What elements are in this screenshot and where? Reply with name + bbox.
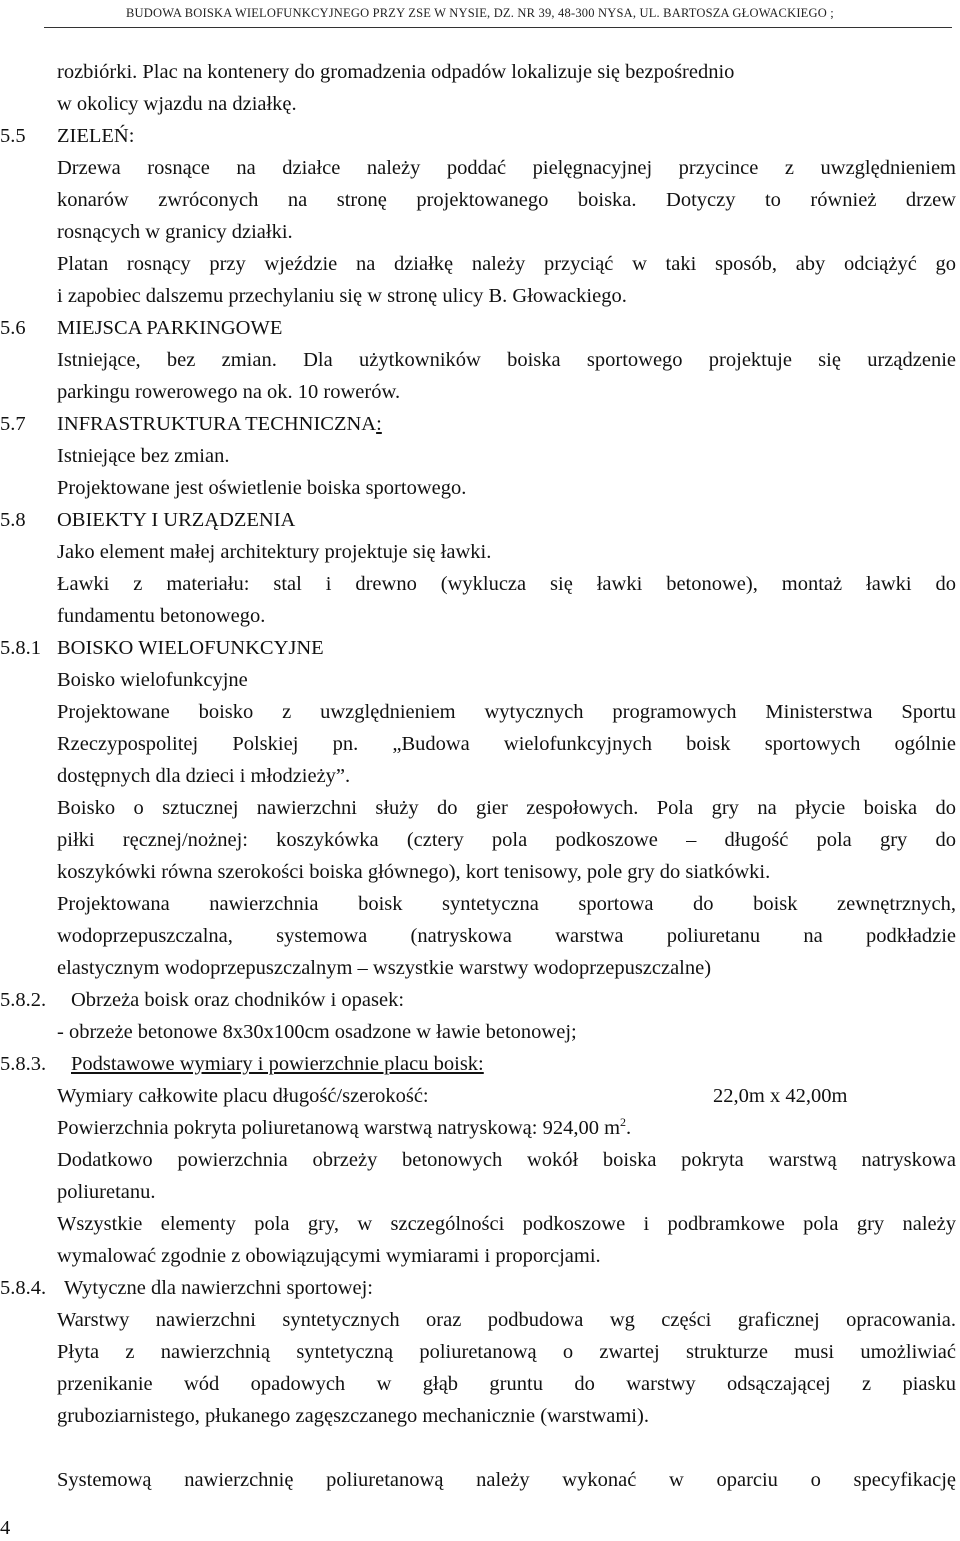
text-line: Płyta z nawierzchnią syntetyczną poliuretanową o zwartej strukturze musi umożliwiać	[57, 1341, 956, 1363]
text-line: koszykówki równa szerokości boiska głównego), kort tenisowy, pole gry do siatkówki.	[57, 861, 771, 883]
text-line: Systemową nawierzchnię poliuretanową należy wykonać w oparciu o specyfikację	[57, 1469, 956, 1491]
text-line: rosnących w granicy działki.	[57, 221, 293, 243]
section-number: 5.8.1	[0, 637, 41, 659]
text-line: poliuretanu.	[57, 1181, 156, 1203]
text-line: w okolicy wjazdu na działkę.	[57, 93, 297, 115]
dimension-label: Wymiary całkowite placu długość/szerokość:	[57, 1085, 429, 1107]
text-line: Wszystkie elementy pola gry, w szczególności podkoszowe i podbramkowe pola gry należy	[57, 1213, 956, 1235]
text-line: fundamentu betonowego.	[57, 605, 266, 627]
text-line: przenikanie wód opadowych w głąb gruntu do warstwy odsączającej z piasku	[57, 1373, 956, 1395]
section-heading	[57, 412, 382, 436]
header-rule	[44, 27, 952, 28]
text-line: dostępnych dla dzieci i młodzieży”.	[57, 765, 351, 787]
text-line: Rzeczypospolitej Polskiej pn. „Budowa wielofunkcyjnych boisk sportowych ogólnie	[57, 733, 956, 755]
dimension-value: 22,0m x 42,00m	[713, 1085, 848, 1107]
text-line: Istniejące bez zmian.	[57, 445, 230, 467]
text-line: Ławki z materiału: stal i drewno (wyklucza się ławki betonowe), montaż ławki do	[57, 573, 956, 595]
section-number: 5.8.3.	[0, 1053, 47, 1075]
text-line: Boisko wielofunkcyjne	[57, 669, 248, 691]
section-heading: OBIEKTY I URZĄDZENIA	[57, 509, 296, 531]
text-line: parkingu rowerowego na ok. 10 rowerów.	[57, 381, 401, 403]
area-period: .	[626, 1117, 632, 1139]
text-line: rozbiórki. Plac na kontenery do gromadzenia odpadów lokalizuje się bezpośrednio	[57, 61, 735, 83]
text-line: Drzewa rosnące na działce należy poddać pielęgnacyjnej przycince z uwzględnieniem	[57, 157, 956, 179]
text-line: - obrzeże betonowe 8x30x100cm osadzone w ławie betonowej;	[57, 1021, 577, 1043]
running-header: BUDOWA BOISKA WIELOFUNKCYJNEGO PRZY ZSE W NYSIE, DZ. NR 39, 48-300 NYSA, UL. BARTOSZA GŁOWACKIEGO ;	[126, 6, 834, 20]
text-line: Projektowane boisko z uwzględnieniem wytycznych programowych Ministerstwa Sportu	[57, 701, 956, 723]
section-heading: BOISKO WIELOFUNKCYJNE	[57, 637, 324, 659]
text-line: Istniejące, bez zmian. Dla użytkowników boiska sportowego projektuje się urządzenie	[57, 349, 956, 371]
section-heading-text: INFRASTRUKTURA TECHNICZNA	[57, 413, 377, 435]
text-line: Jako element małej architektury projektuje się ławki.	[57, 541, 492, 563]
section-heading: Podstawowe wymiary i powierzchnie placu boisk:	[71, 1053, 484, 1075]
text-line: Projektowane jest oświetlenie boiska sportowego.	[57, 477, 467, 499]
area-unit-exponent: 2	[620, 1115, 627, 1130]
text-line: elastycznym wodoprzepuszczalnym – wszystkie warstwy wodoprzepuszczalne)	[57, 957, 712, 979]
section-number: 5.8.4.	[0, 1277, 47, 1299]
section-heading: MIEJSCA PARKINGOWE	[57, 317, 283, 339]
text-line: Dodatkowo powierzchnia obrzeży betonowych wokół boiska pokryta warstwą natryskowa	[57, 1149, 956, 1171]
text-line: i zapobiec dalszemu przechylaniu się w stronę ulicy B. Głowackiego.	[57, 285, 627, 307]
text-line: gruboziarnistego, płukanego zagęszczanego mechanicznie (warstwami).	[57, 1405, 649, 1427]
section-heading: Obrzeża boisk oraz chodników i opasek:	[71, 989, 405, 1011]
text-line: wodoprzepuszczalna, systemowa (natryskowa warstwa poliuretanu na podkładzie	[57, 925, 956, 947]
section-number: 5.8.2.	[0, 989, 47, 1011]
section-number: 5.6	[0, 317, 26, 339]
area-text: Powierzchnia pokryta poliuretanową warstwą natryskową: 924,00 m	[57, 1117, 621, 1139]
text-line: Boisko o sztucznej nawierzchni służy do gier zespołowych. Pola gry na płycie boiska do	[57, 797, 956, 819]
page-number: 4	[0, 1517, 11, 1539]
section-heading: Wytyczne dla nawierzchni sportowej:	[64, 1277, 373, 1299]
area-line	[57, 1116, 631, 1140]
section-heading: ZIELEŃ:	[57, 125, 135, 147]
section-number: 5.7	[0, 413, 26, 435]
section-number: 5.8	[0, 509, 26, 531]
text-line: wymalować zgodnie z obowiązującymi wymiarami i proporcjami.	[57, 1245, 601, 1267]
text-line: Warstwy nawierzchni syntetycznych oraz podbudowa wg części graficznej opracowania.	[57, 1309, 956, 1331]
text-line: Platan rosnący przy wjeździe na działkę należy przyciąć w taki sposób, aby odciążyć go	[57, 253, 956, 275]
text-line: Projektowana nawierzchnia boisk syntetyczna sportowa do boisk zewnętrznych,	[57, 893, 956, 915]
text-line: piłki ręcznej/nożnej: koszykówka (cztery pola podkoszowe – długość pola gry do	[57, 829, 956, 851]
section-number: 5.5	[0, 125, 26, 147]
heading-colon: :	[376, 413, 382, 435]
text-line: konarów zwróconych na stronę projektowanego boiska. Dotyczy to również drzew	[57, 189, 956, 211]
